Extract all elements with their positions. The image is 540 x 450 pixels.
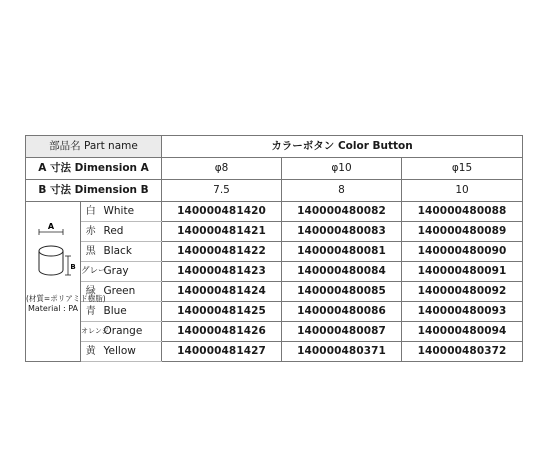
part-code: 140000480090 (402, 242, 523, 262)
color-jp: 白 (81, 202, 101, 222)
part-code: 140000481426 (162, 322, 282, 342)
product-name: カラーボタン Color Button (162, 136, 523, 158)
part-code: 140000480088 (402, 202, 523, 222)
part-code: 140000480371 (282, 342, 402, 362)
button-dimension-drawing (32, 224, 76, 284)
part-code: 140000480086 (282, 302, 402, 322)
part-code: 140000480089 (402, 222, 523, 242)
table-row (26, 202, 523, 222)
part-code: 140000481420 (162, 202, 282, 222)
material-note-jp: (材質=ポリアミド樹脂) (26, 294, 106, 303)
color-jp: 緑 (81, 282, 101, 302)
color-jp: 赤 (81, 222, 101, 242)
dimension-b-value: 8 (282, 180, 402, 202)
table-row (26, 322, 523, 342)
drawing-label-a: A (47, 222, 55, 231)
part-code: 140000480092 (402, 282, 523, 302)
color-en: Gray (101, 262, 162, 282)
part-code: 140000480372 (402, 342, 523, 362)
table-row (26, 302, 523, 322)
color-jp: グレー (81, 262, 101, 282)
color-jp: 黒 (81, 242, 101, 262)
color-en: Black (101, 242, 162, 262)
color-en: Blue (101, 302, 162, 322)
color-en: Green (101, 282, 162, 302)
part-code: 140000481422 (162, 242, 282, 262)
dimension-a-label: A 寸法 Dimension A (26, 158, 162, 180)
color-jp: 青 (81, 302, 101, 322)
part-code: 140000481424 (162, 282, 282, 302)
dimension-a-value: φ10 (282, 158, 402, 180)
color-en: Orange (101, 322, 162, 342)
color-jp: 黄 (81, 342, 101, 362)
part-code: 140000480081 (282, 242, 402, 262)
part-code: 140000481425 (162, 302, 282, 322)
color-button-spec-table (25, 135, 523, 362)
part-code: 140000480083 (282, 222, 402, 242)
part-code: 140000481421 (162, 222, 282, 242)
part-code: 140000480091 (402, 262, 523, 282)
color-en: White (101, 202, 162, 222)
material-note (26, 294, 106, 314)
dimension-a-value: φ8 (162, 158, 282, 180)
part-code: 140000480084 (282, 262, 402, 282)
drawing-label-b: B (70, 263, 76, 271)
color-jp: オレンジ (81, 322, 101, 342)
part-code: 140000480085 (282, 282, 402, 302)
table-row (26, 222, 523, 242)
table-row (26, 262, 523, 282)
part-code: 140000480082 (282, 202, 402, 222)
material-note-en: Material : PA (27, 304, 79, 313)
part-name-label: 部品名 Part name (26, 136, 162, 158)
dimension-a-value: φ15 (402, 158, 523, 180)
dimension-b-value: 10 (402, 180, 523, 202)
part-code: 140000480093 (402, 302, 523, 322)
color-en: Red (101, 222, 162, 242)
table-row (26, 342, 523, 362)
dimension-b-label: B 寸法 Dimension B (26, 180, 162, 202)
part-code: 140000480087 (282, 322, 402, 342)
part-code: 140000481423 (162, 262, 282, 282)
part-code: 140000480094 (402, 322, 523, 342)
color-en: Yellow (101, 342, 162, 362)
part-code: 140000481427 (162, 342, 282, 362)
table-row (26, 242, 523, 262)
dimension-b-value: 7.5 (162, 180, 282, 202)
